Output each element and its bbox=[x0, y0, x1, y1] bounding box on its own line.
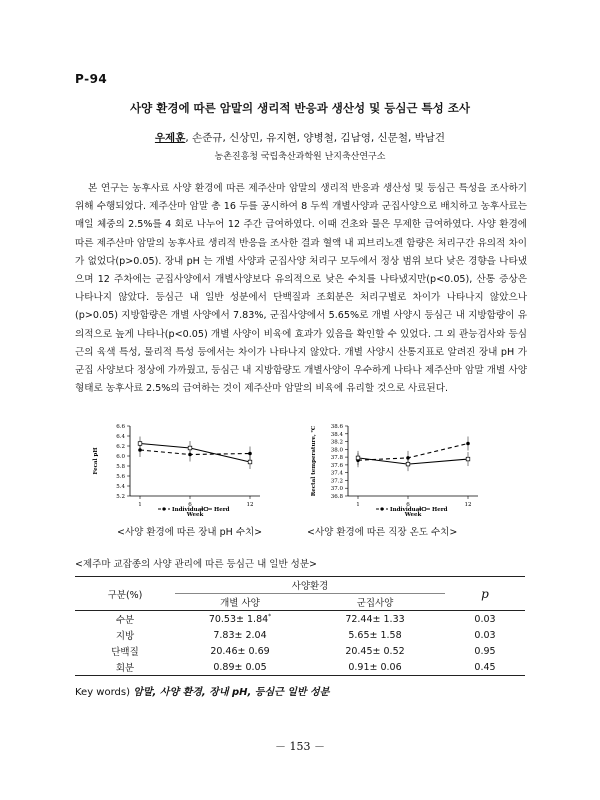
y-tick-label: 5.6 bbox=[116, 474, 125, 480]
individual-value-text: 20.46± 0.69 bbox=[210, 645, 270, 657]
row-label-text: 단백질 bbox=[111, 647, 139, 658]
herd-value-text: 72.44± 1.33 bbox=[345, 613, 405, 625]
herd-value bbox=[305, 611, 445, 628]
herd-value bbox=[305, 643, 445, 659]
p-value-text: 0.45 bbox=[474, 661, 496, 673]
legend-marker bbox=[380, 507, 383, 510]
fecal-ph-chart bbox=[85, 418, 290, 526]
col-category-header: 구분(%) bbox=[75, 577, 175, 611]
rectal-temp-chart bbox=[303, 418, 508, 526]
table-row bbox=[75, 611, 525, 628]
paper-title: 사양 환경에 따른 암말의 생리적 반응과 생산성 및 등심근 특성 조사 bbox=[130, 101, 470, 115]
y-tick-label: 36.8 bbox=[330, 494, 343, 500]
table-row bbox=[75, 627, 525, 643]
significance-mark: * bbox=[268, 613, 272, 620]
y-tick-label: 5.8 bbox=[116, 464, 125, 470]
p-value bbox=[445, 611, 525, 628]
x-tick-label: 1 bbox=[356, 502, 360, 508]
p-value bbox=[445, 627, 525, 643]
p-value bbox=[445, 659, 525, 676]
series-line-herd bbox=[140, 444, 250, 463]
legend-marker bbox=[162, 507, 165, 510]
p-value-text: 0.03 bbox=[474, 629, 496, 641]
row-label-text: 수분 bbox=[115, 615, 135, 626]
legend-label: Herd bbox=[432, 507, 448, 513]
x-tick-label: 6 bbox=[188, 502, 192, 508]
author-list bbox=[0, 130, 600, 145]
col-herd-header: 군집사양 bbox=[305, 594, 445, 611]
affiliation: 농촌진흥청 국립축산과학원 난지축산연구소 bbox=[214, 152, 386, 162]
chart-caption-ph: <사양 환경에 따른 장내 pH 수치> bbox=[117, 527, 263, 538]
col-group-header: 사양환경 bbox=[175, 577, 445, 594]
herd-value-text: 0.91± 0.06 bbox=[348, 661, 402, 673]
p-value bbox=[445, 643, 525, 659]
herd-value bbox=[305, 627, 445, 643]
y-tick-label: 37.8 bbox=[330, 455, 343, 462]
p-value-text: 0.03 bbox=[474, 613, 496, 625]
y-tick-label: 6.2 bbox=[116, 444, 125, 450]
data-point-herd bbox=[248, 460, 252, 464]
y-tick-label: 6.4 bbox=[116, 434, 125, 440]
row-label bbox=[75, 627, 175, 643]
x-tick-label: 6 bbox=[406, 502, 410, 508]
table-title: <제주마 교잡종의 사양 관리에 따른 등심근 내 일반 성분> bbox=[75, 559, 317, 570]
series-line-individual bbox=[140, 450, 250, 455]
x-tick-label: 12 bbox=[246, 502, 254, 508]
herd-value-text: 5.65± 1.58 bbox=[348, 629, 402, 641]
legend-label: Individual bbox=[172, 507, 204, 513]
data-point-herd bbox=[138, 442, 142, 446]
keywords-label: Key words) bbox=[75, 687, 130, 698]
row-label bbox=[75, 643, 175, 659]
page-number: － 153 － bbox=[275, 740, 325, 753]
y-tick-label: 38.4 bbox=[330, 431, 343, 438]
abstract-code: P-94 bbox=[75, 72, 108, 86]
y-tick-label: 37.6 bbox=[330, 462, 343, 469]
y-axis-label: Rectal temperature, ℃ bbox=[311, 425, 317, 497]
data-point-herd bbox=[466, 457, 470, 461]
col-p-header: p bbox=[445, 577, 525, 611]
y-tick-label: 5.2 bbox=[116, 494, 125, 500]
x-axis-label: Week bbox=[404, 512, 422, 518]
p-value-text: 0.95 bbox=[474, 645, 496, 657]
keywords-list: 암말, 사양 환경, 장내 pH, 등심근 일반 성분 bbox=[133, 687, 330, 698]
x-tick-label: 12 bbox=[464, 502, 472, 508]
y-tick-label: 6.0 bbox=[116, 454, 125, 460]
individual-value bbox=[175, 659, 305, 676]
data-point-herd bbox=[356, 456, 360, 460]
herd-value bbox=[305, 659, 445, 676]
co-authors: , 손준규, 신상민, 유지현, 양병철, 김남영, 신문철, 박남건 bbox=[185, 132, 446, 144]
data-point-individual bbox=[466, 442, 470, 446]
first-author: 우제훈 bbox=[154, 132, 186, 144]
abstract-body: 본 연구는 농후사료 사양 환경에 따른 제주산마 암말의 생리적 반응과 생산성 및 등심근 특성을 조사하기 위해 수행되었다. 제주산마 암말 총 16 두를 공시하여 8 두씩 개별사양과 군집사양으로 배치하고 농후사료는 매일 체중의 2.5%를 4 회로 나누어 12 주간 급여하였다. 이때 건초와 물은 무제한 급여하였다. 사양 환경에 따른 제주산마 암말의 농후사료 생리적 반응을 조사한 결과 혈액 내 피브리노겐 함량은 처리구간 유의적 차이가 없었다(p>0.05). 장내 pH 는 개별 사양과 군집사양 처리구 모두에서 정상 범위 보다 낮은 경향을 나타냈으며 12 주차에는 군집사양에서 개별사양보다 유의적으로 낮은 수치를 나타냈지만(p<0.05), 산통 증상은 나타나지 않았다. 등심근 내 일반 성분에서 단백질과 조회분은 처리구별로 차이가 나타나지 않았으나(p>0.05) 지방함량은 개별 사양에서 7.83%, 군집사양에서 5.65%로 개별 사양시 등심근 내 지방함량이 유의적으로 높게 나타나(p<0.05) 개별 사양이 비육에 효과가 있음을 확인할 수 있었다. 그 외 관능검사와 등심근의 육색 특성, 물리적 특성 등에서는 차이가 나타나지 않았다. 개별 사양시 산통지표로 알려진 장내 pH 가 군집 사양보다 정상에 가까웠고, 등심근 내 지방함량도 개별사양이 우수하게 나타나 제주산마 암말 개별 사양 형태로 농후사료 2.5%의 급여하는 것이 제주산마 암말의 비육에 유리할 것으로 사료된다. bbox=[75, 183, 527, 395]
y-tick-label: 38.6 bbox=[330, 424, 343, 430]
x-axis-label: Week bbox=[186, 512, 204, 518]
legend-marker bbox=[204, 507, 207, 510]
data-point-individual bbox=[248, 452, 252, 456]
individual-value bbox=[175, 611, 305, 628]
table-row bbox=[75, 643, 525, 659]
individual-value-text: 7.83± 2.04 bbox=[213, 629, 267, 641]
col-individual-header: 개별 사양 bbox=[175, 594, 305, 611]
legend-marker bbox=[422, 507, 425, 510]
x-tick-label: 1 bbox=[138, 502, 142, 508]
y-tick-label: 37.2 bbox=[330, 478, 343, 485]
individual-value bbox=[175, 627, 305, 643]
composition-table bbox=[75, 576, 525, 676]
y-tick-label: 38.0 bbox=[330, 447, 343, 454]
data-point-herd bbox=[406, 462, 410, 466]
row-label-text: 회분 bbox=[115, 663, 135, 674]
y-tick-label: 5.4 bbox=[116, 484, 125, 490]
y-tick-label: 6.6 bbox=[116, 424, 125, 430]
legend-label: Herd bbox=[214, 507, 230, 513]
row-label-text: 지방 bbox=[115, 631, 135, 642]
series-line-herd bbox=[358, 458, 468, 464]
y-tick-label: 38.2 bbox=[330, 439, 343, 446]
individual-value-text: 0.89± 0.05 bbox=[213, 661, 267, 673]
table-header-row bbox=[75, 577, 525, 594]
row-label bbox=[75, 659, 175, 676]
series-line-individual bbox=[358, 444, 468, 461]
herd-value-text: 20.45± 0.52 bbox=[345, 645, 405, 657]
y-tick-label: 37.4 bbox=[330, 470, 343, 477]
individual-value-text: 70.53± 1.84 bbox=[208, 614, 269, 625]
individual-value bbox=[175, 643, 305, 659]
legend-label: Individual bbox=[390, 507, 422, 513]
data-point-herd bbox=[188, 446, 192, 450]
keywords bbox=[75, 683, 329, 698]
y-axis-label: Fecal pH bbox=[93, 447, 99, 475]
row-label bbox=[75, 611, 175, 628]
y-tick-label: 37.0 bbox=[330, 486, 343, 493]
chart-caption-temp: <사양 환경에 따른 직장 온도 수치> bbox=[307, 527, 458, 538]
table-row bbox=[75, 659, 525, 676]
